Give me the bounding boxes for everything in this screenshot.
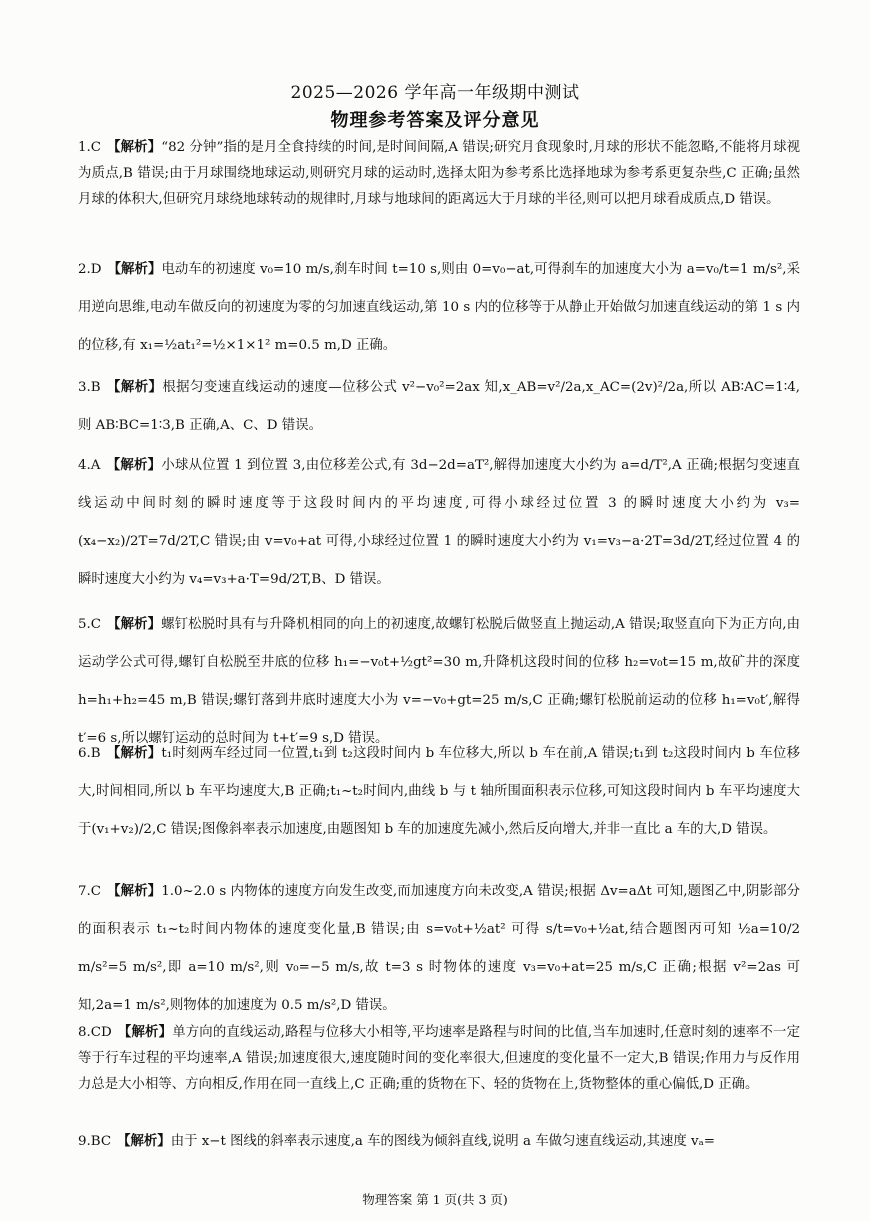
question-analysis: 单方向的直线运动,路程与位移大小相等,平均速率是路程与时间的比值,当车加速时,任意时刻的速率不一定等于行车过程的平均速率,A 错误;加速度很大,速度随时间的变化率很大,但速度的变化量不一定大,B 错误;作用力与反作用力总是大小相等、方向相反,作用在同一直线上,C 正确;重的货物在下、轻的货物在上,货物整体的重心偏低,D 正确。 (78, 1025, 800, 1092)
page-footer: 物理答案 第 1 页(共 3 页) (362, 1192, 508, 1207)
analysis-tag: 【解析】 (107, 261, 162, 277)
question-analysis: 根据匀变速直线运动的速度—位移公式 v²−v₀²=2ax 知,x_AB=v²/2a,x_AC=(2v)²/2a,所以 AB∶AC=1∶4,则 AB∶BC=1∶3,B 正确,A、C、D 错误。 (78, 380, 800, 433)
question-1 (78, 134, 800, 213)
analysis-tag: 【解析】 (107, 616, 162, 632)
question-analysis: 小球从位置 1 到位置 3,由位移差公式,有 3d−2d=aT²,解得加速度大小约为 a=d/T²,A 正确;根据匀变速直线运动中间时刻的瞬时速度等于这段时间内的平均速度,可得小球经过位置 3 的瞬时速度大小约为 v₃=(x₄−x₂)/2T=7d/2T,C 错误;由 v=v₀+at 可得,小球经过位置 1 的瞬时速度大小约为 v₁=v₃−a·2T=3d/2T,经过位置 4 的瞬时速度大小约为 v₄=v₃+a·T=9d/2T,B、D 错误。 (78, 458, 800, 587)
question-2 (78, 250, 800, 365)
question-4 (78, 446, 800, 599)
question-8 (78, 1019, 800, 1098)
analysis-tag: 【解析】 (106, 457, 162, 473)
question-3 (78, 368, 800, 445)
question-number: 4.A (78, 458, 101, 473)
question-number: 3.B (78, 380, 101, 395)
question-analysis: 螺钉松脱时具有与升降机相同的向上的初速度,故螺钉松脱后做竖直上抛运动,A 错误;取竖直向下为正方向,由运动学公式可得,螺钉自松脱至井底的位移 h₁=−v₀t+½gt²=30 m,升降机这段时间的位移 h₂=v₀t=15 m,故矿井的深度 h=h₁+h₂=45 m,B 错误;螺钉落到井底时速度大小为 v=−v₀+gt=25 m/s,C 正确;螺钉松脱前运动的位移 h₁=v₀t′,解得 t′=6 s,所以螺钉运动的总时间为 t+t′=9 s,D 错误。 (78, 617, 800, 746)
analysis-tag: 【解析】 (106, 379, 163, 395)
question-9 (78, 1128, 800, 1155)
question-analysis: 1.0~2.0 s 内物体的速度方向发生改变,而加速度方向未改变,A 错误;根据 Δv=aΔt 可知,题图乙中,阴影部分的面积表示 t₁~t₂时间内物体的速度变化量,B 错误;由 s=v₀t+½at² 可得 s/t=v₀+½at,结合题图丙可知 ½a=10/2 m/s²=5 m/s²,即 a=10 m/s²,则 v₀=−5 m/s,故 t=3 s 时物体的速度 v₃=v₀+at=25 m/s,C 正确;根据 v²=2as 可知,2a=1 m/s²,则物体的加速度为 0.5 m/s²,D 错误。 (78, 884, 800, 1013)
answer-key-title: 物理参考答案及评分意见 (330, 110, 540, 131)
question-number: 8.CD (78, 1025, 112, 1040)
analysis-tag: 【解析】 (107, 883, 162, 899)
question-analysis: t₁时刻两车经过同一位置,t₁到 t₂这段时间内 b 车位移大,所以 b 车在前,A 错误;t₁到 t₂这段时间内 b 车位移大,时间相同,所以 b 车平均速度大,B 正确;t₁~t₂时间内,曲线 b 与 t 轴所围面积表示位移,可知这段时间内 b 车平均速度大于(v₁+v₂)/2,C 错误;图像斜率表示加速度,由题图知 b 车的加速度先减小,然后反向增大,并非一直比 a 车的大,D 错误。 (78, 746, 801, 837)
question-number: 5.C (78, 617, 102, 632)
analysis-tag: 【解析】 (106, 745, 162, 761)
question-number: 1.C (78, 140, 102, 155)
question-number: 9.BC (78, 1134, 112, 1149)
analysis-tag: 【解析】 (117, 1133, 171, 1149)
analysis-tag: 【解析】 (117, 1024, 173, 1040)
analysis-tag: 【解析】 (107, 139, 162, 155)
question-number: 7.C (78, 884, 102, 899)
exam-title: 2025—2026 学年高一年级期中测试 (290, 83, 580, 103)
question-analysis: “82 分钟”指的是月全食持续的时间,是时间间隔,A 错误;研究月食现象时,月球的形状不能忽略,不能将月球视为质点,B 错误;由于月球围绕地球运动,则研究月球的运动时,选择太阳为参考系比选择地球为参考系更复杂些,C 正确;虽然月球的体积大,但研究月球绕地球转动的规律时,月球与地球间的距离远大于月球的半径,则可以把月球看成质点,D 错误。 (78, 140, 801, 207)
question-analysis: 由于 x−t 图线的斜率表示速度,a 车的图线为倾斜直线,说明 a 车做匀速直线运动,其速度 vₐ= (170, 1134, 715, 1149)
question-7 (78, 872, 800, 1025)
question-number: 6.B (78, 746, 101, 761)
question-number: 2.D (78, 262, 102, 277)
question-analysis: 电动车的初速度 v₀=10 m/s,刹车时间 t=10 s,则由 0=v₀−at,可得刹车的加速度大小为 a=v₀/t=1 m/s²,采用逆向思维,电动车做反向的初速度为零的匀加速直线运动,第 10 s 内的位移等于从静止开始做匀加速直线运动的第 1 s 内的位移,有 x₁=½at₁²=½×1×1² m=0.5 m,D 正确。 (78, 262, 800, 353)
question-6 (78, 734, 800, 849)
